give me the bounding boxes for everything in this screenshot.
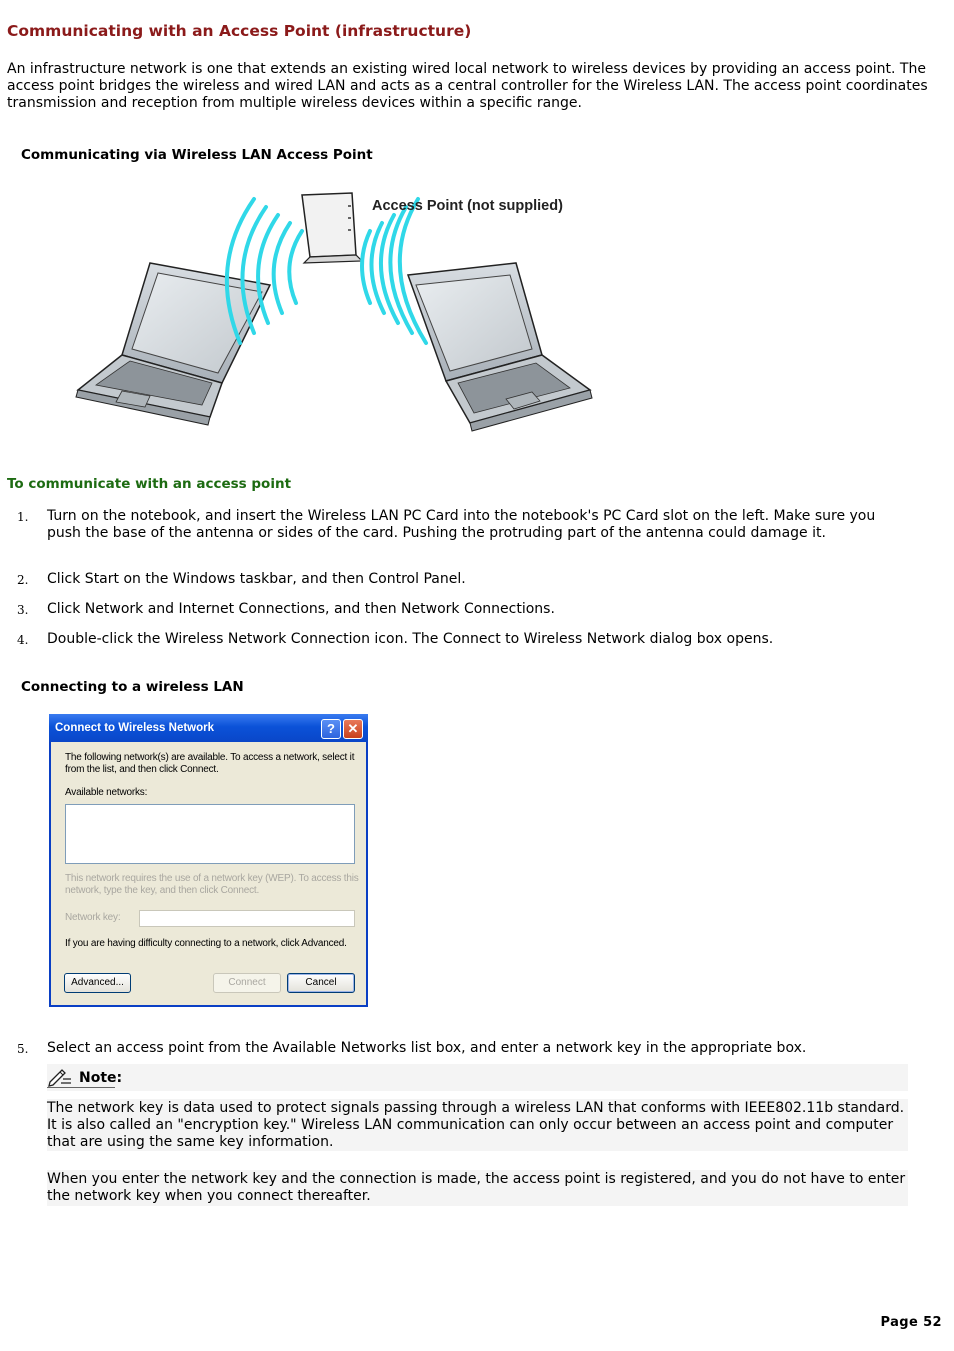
right-laptop-icon [408, 263, 592, 431]
dialog-title-bar [49, 714, 368, 742]
step-text: Click Start on the Windows taskbar, and then Control Panel. [47, 571, 466, 587]
page-title: Communicating with an Access Point (infrastructure) [7, 22, 472, 40]
step-number: 1. [17, 510, 29, 524]
note-paragraph: When you enter the network key and the connection is made, the access point is registered, and you do not have to enter the network key when you connect thereafter. [47, 1170, 908, 1206]
step-text: Double-click the Wireless Network Connection icon. The Connect to Wireless Network dialog box opens. [47, 631, 774, 647]
advanced-button: Advanced... [64, 973, 131, 993]
step-number: 2. [17, 573, 29, 587]
intro-paragraph: An infrastructure network is one that extends an existing wired local network to wireless devices by providing an access point. The access point bridges the wireless and wired LAN and acts as a central controller for the Wireless LAN. The access point coordinates transmission and reception from multiple wireless devices within a specific range. [7, 61, 928, 111]
procedure-title: To communicate with an access point [7, 476, 292, 492]
page-number: Page 52 [880, 1315, 942, 1330]
cancel-button: Cancel [287, 973, 355, 993]
available-networks-label: Available networks: [65, 787, 148, 798]
help-icon: ? [321, 719, 341, 739]
network-key-field [139, 910, 355, 927]
difficulty-text: If you are having difficulty connecting to a network, click Advanced. [65, 938, 347, 949]
note-paragraph: The network key is data used to protect signals passing through a wireless LAN that conforms with IEEE802.11b standard. It is also called an "encryption key." Wireless LAN communication can only occur between an access point and computer that are using the same key information. [47, 1099, 908, 1151]
access-point-icon [302, 193, 362, 263]
available-networks-list [65, 804, 355, 864]
note-header [47, 1064, 908, 1091]
step-text: Turn on the notebook, and insert the Wireless LAN PC Card into the notebook's PC Card slot on the left. Make sure you push the base of the antenna or sides of the card. Pushing the protruding part of the antenna could damage it. [47, 508, 876, 541]
close-icon: ✕ [343, 719, 363, 739]
connect-button: Connect [213, 973, 281, 993]
note-divider [47, 1087, 115, 1088]
pencil-note-icon [47, 1067, 73, 1087]
step-number: 3. [17, 603, 29, 617]
connect-dialog-screenshot [49, 714, 368, 1007]
step-text: Select an access point from the Available Networks list box, and enter a network key in the appropriate box. [47, 1040, 807, 1056]
right-signal-icon [362, 199, 426, 343]
dialog-intro: The following network(s) are available. To access a network, select it from the list, and then click Connect. [65, 752, 355, 775]
figure-caption-access-point: Communicating via Wireless LAN Access Point [21, 147, 373, 163]
network-key-label: Network key: [65, 912, 121, 923]
note-label: Note: [79, 1070, 123, 1086]
figure-caption-dialog: Connecting to a wireless LAN [21, 679, 244, 695]
wep-text: This network requires the use of a network key (WEP). To access this network, type the key, and then click Connect. [65, 873, 359, 896]
dialog-title: Connect to Wireless Network [55, 722, 215, 734]
step-number: 5. [17, 1042, 29, 1056]
access-point-label: Access Point (not supplied) [372, 198, 563, 214]
step-text: Click Network and Internet Connections, and then Network Connections. [47, 601, 555, 617]
access-point-illustration [70, 185, 610, 435]
step-number: 4. [17, 633, 29, 647]
